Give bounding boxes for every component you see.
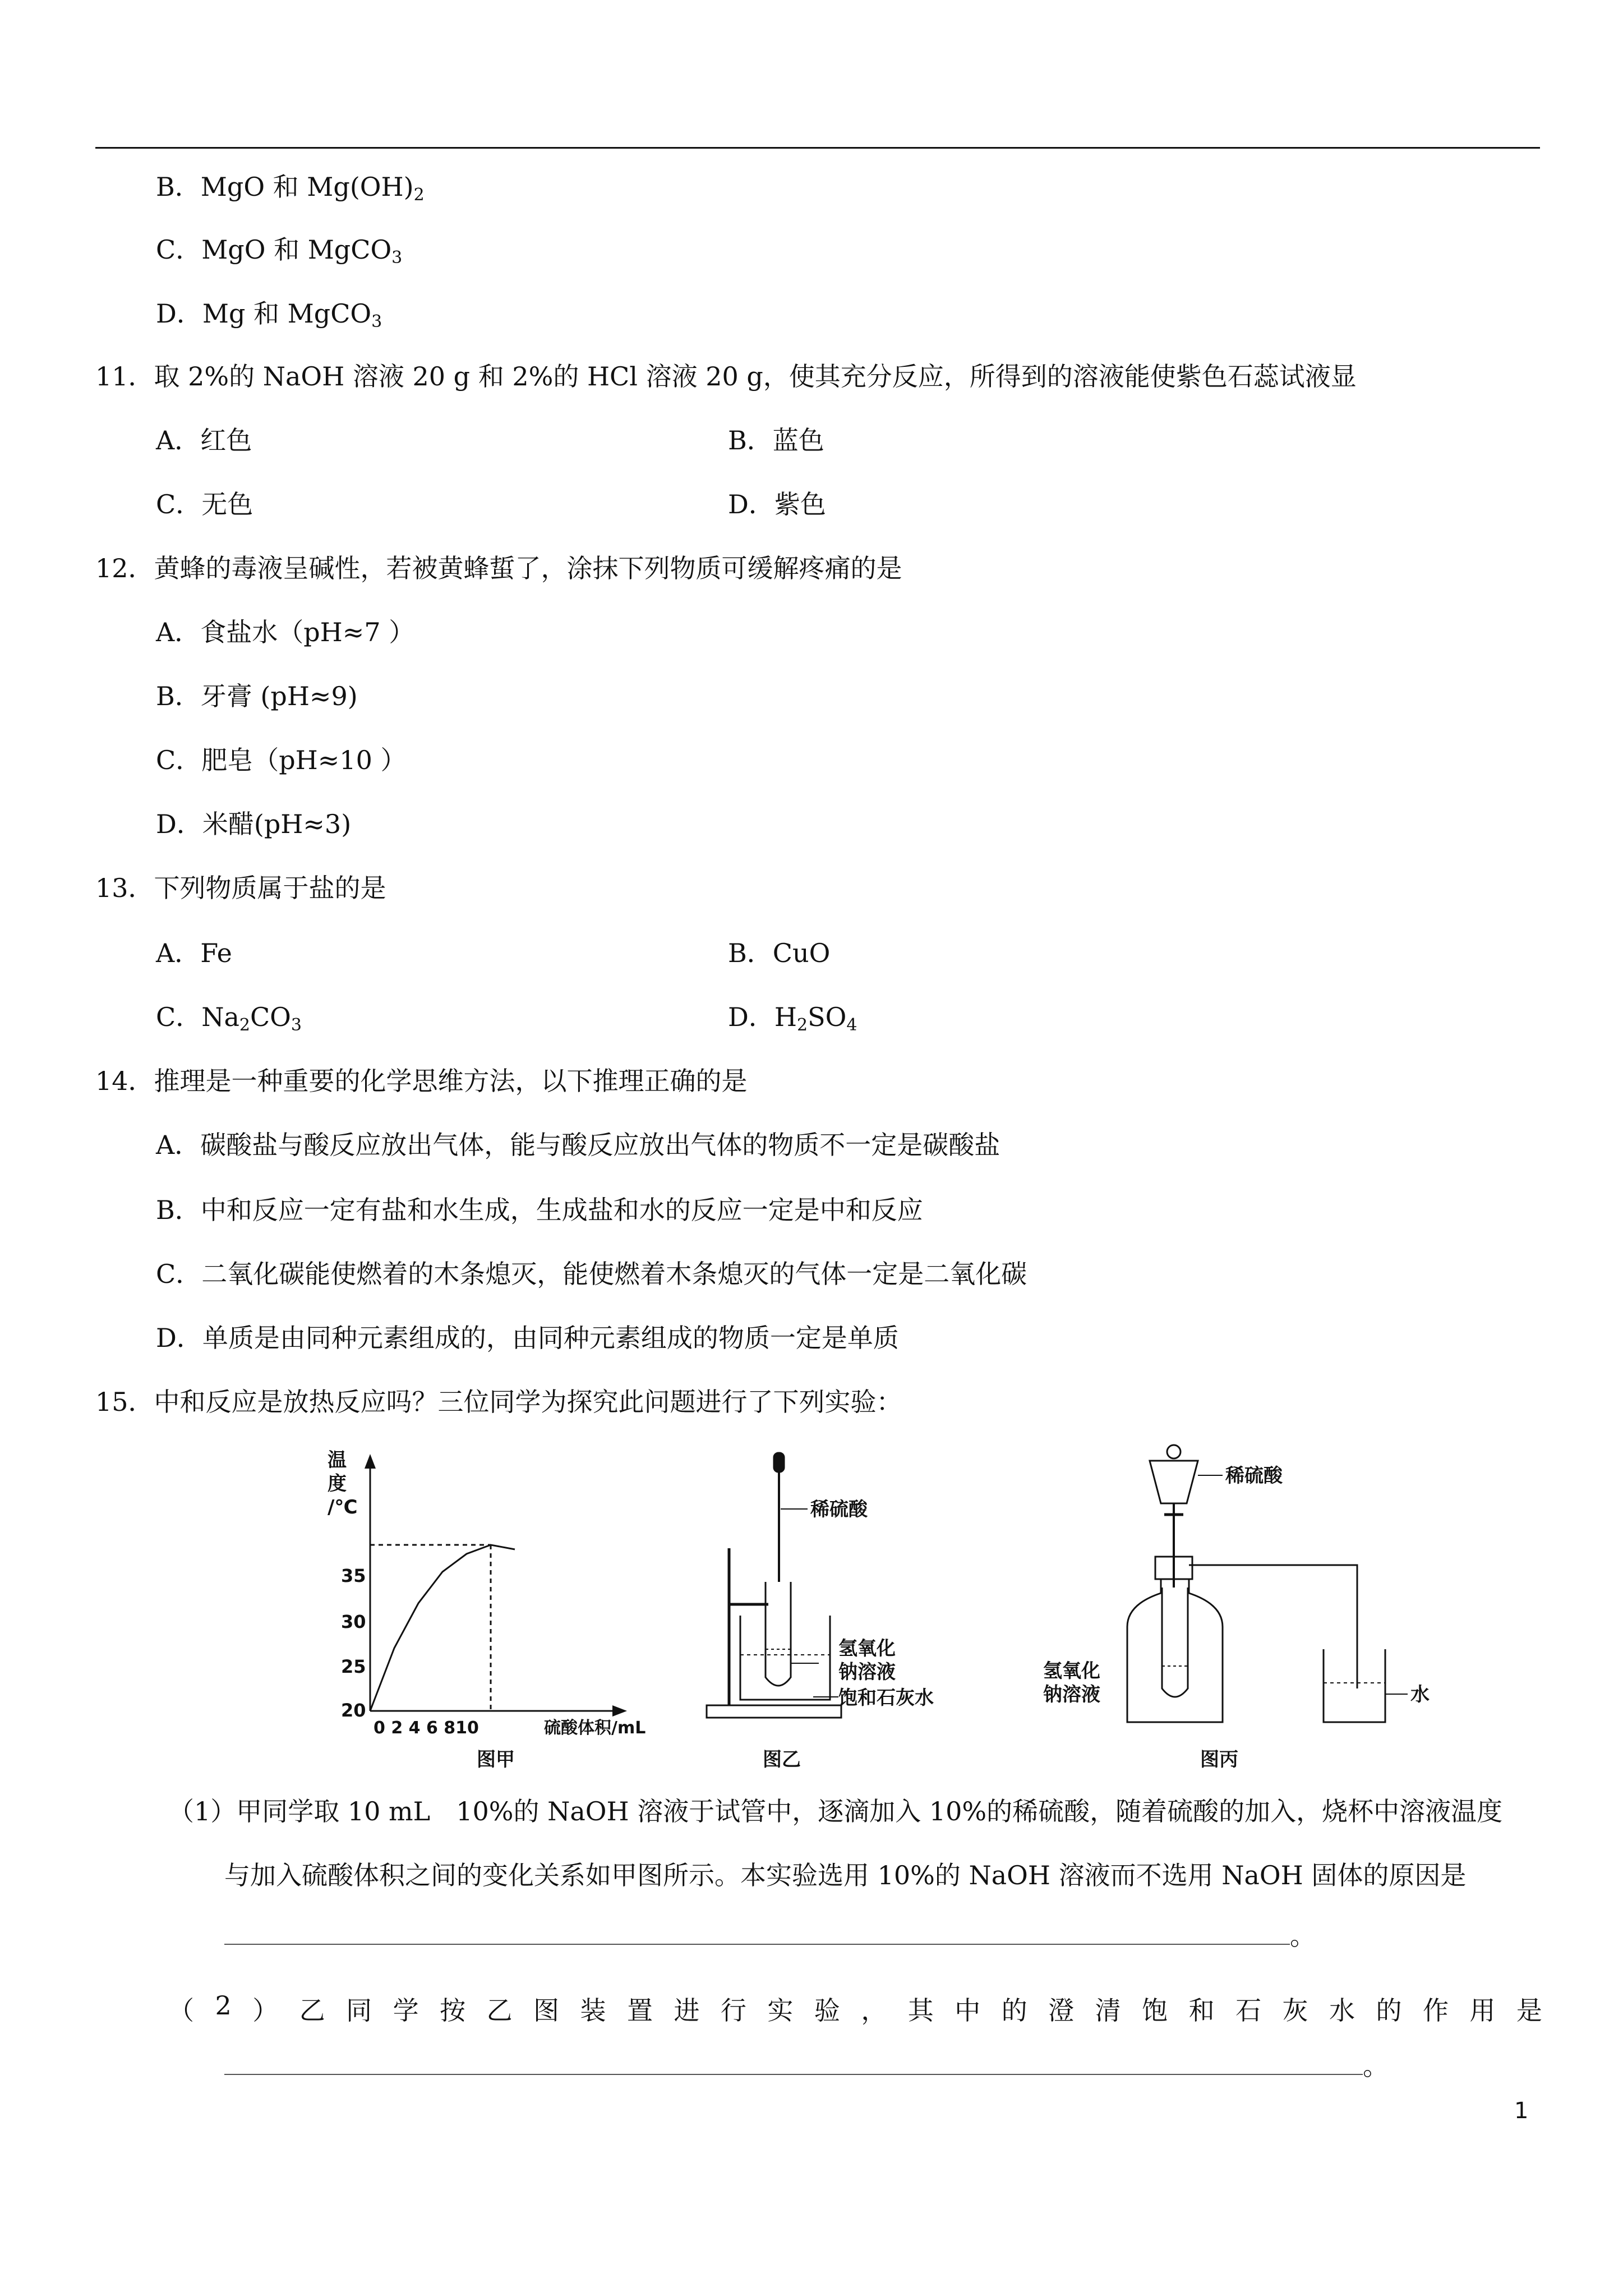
yi-beaker: [740, 1616, 830, 1700]
bing-caption: 图丙: [1200, 1749, 1238, 1771]
q15-part2-char: 中: [955, 1995, 981, 2026]
jia-ytick-35: 35: [341, 1565, 366, 1586]
q15-part2-char: 和: [1188, 1995, 1215, 2026]
bing-label-naoh-2: 钠溶液: [1043, 1683, 1100, 1706]
bing-inner-tube: [1162, 1588, 1188, 1697]
q15-part2-char: 石: [1235, 1995, 1262, 2026]
jia-ytick-20: 20: [341, 1700, 366, 1721]
q15-part2-char: 饱: [1142, 1995, 1168, 2026]
q13-option-d: D．$H_2SO_4$: [728, 1002, 857, 1035]
yi-label-acid: 稀硫酸: [810, 1498, 868, 1521]
q10-option-c: C．MgO 和 MgCO$_3$: [156, 234, 403, 268]
q15-part2-char: 行: [720, 1995, 746, 2026]
q15-part2-char: ，: [861, 1995, 887, 2026]
bing-beaker: [1324, 1649, 1385, 1722]
yi-test-tube: [766, 1582, 791, 1686]
jia-xticks: 0 2 4 6 810: [374, 1718, 479, 1738]
yi-caption: 图乙: [763, 1749, 801, 1771]
q15-part2-char: 的: [1376, 1995, 1402, 2026]
q13-option-a: A．Fe: [156, 938, 232, 968]
q15-part2-char: 水: [1329, 1995, 1355, 2026]
q14-option-b: B．中和反应一定有盐和水生成，生成盐和水的反应一定是中和反应: [156, 1195, 923, 1225]
q15-part2-char: 装: [580, 1995, 606, 2026]
answer-blank-1: [224, 1925, 1290, 1945]
q12-option-d: D．米醋(pH≈3): [156, 809, 352, 839]
jia-temperature-curve: [370, 1545, 515, 1711]
q15-part2-char: 用: [1469, 1995, 1496, 2026]
q15-part2-char: 验: [814, 1995, 840, 2026]
q15-part2-char: 进: [674, 1995, 700, 2026]
q12-stem: 12．黄蜂的毒液呈碱性，若被黄蜂蜇了，涂抹下列物质可缓解疼痛的是: [95, 553, 902, 583]
q13-option-b: B．CuO: [728, 938, 831, 968]
jia-x-arrow: [612, 1705, 627, 1717]
yi-label-lime: 饱和石灰水: [838, 1687, 934, 1709]
q15-part2-char: 乙: [299, 1995, 325, 2026]
q15-part1-line2: 与加入硫酸体积之间的变化关系如甲图所示。本实验选用 10%的 NaOH 溶液而不选用 NaOH 固体的原因是: [224, 1860, 1467, 1890]
jia-caption: 图甲: [477, 1749, 515, 1771]
bing-funnel-body: [1150, 1461, 1198, 1503]
bing-gas-tube: [1189, 1565, 1357, 1688]
q11-stem: 11．取 2%的 NaOH 溶液 20 g 和 2%的 HCl 溶液 20 g，使其充分反应，所得到的溶液能使紫色石蕊试液显: [95, 361, 1357, 392]
jia-xlabel: 硫酸体积/mL: [544, 1718, 646, 1738]
q15-part2-char: 同: [346, 1995, 372, 2026]
q15-part1-line1: （1）甲同学取 10 mL 10%的 NaOH 溶液于试管中，逐滴加入 10%的稀硫酸，随着硫酸的加入，烧杯中溶液温度: [168, 1796, 1503, 1826]
q10-option-d: D．Mg 和 MgCO$_3$: [156, 298, 382, 332]
q15-part2-char: 按: [440, 1995, 466, 2026]
q14-option-c: C．二氧化碳能使燃着的木条熄灭，能使燃着木条熄灭的气体一定是二氧化碳: [156, 1259, 1027, 1289]
bing-label-water: 水: [1410, 1683, 1430, 1706]
q15-part2-char: 置: [626, 1995, 653, 2026]
q15-part2-line: [168, 1990, 1542, 2027]
q14-stem: 14．推理是一种重要的化学思维方法，以下推理正确的是: [95, 1066, 748, 1096]
answer-blank-2: [224, 2055, 1363, 2075]
q11-option-b: B．蓝色: [728, 425, 824, 455]
header-rule: [95, 147, 1540, 149]
experiment-figure-svg: [314, 1442, 1458, 1778]
q15-part2-char: 2: [215, 1990, 232, 2021]
q14-option-a: A．碳酸盐与酸反应放出气体，能与酸反应放出气体的物质不一定是碳酸盐: [156, 1130, 1000, 1160]
q11-option-c: C．无色: [156, 489, 253, 519]
figure-jia: [365, 1454, 627, 1717]
q15-part1-answer: 。: [224, 1923, 1316, 1949]
q15-part2-char: 的: [1001, 1995, 1027, 2026]
page-number: 1: [1514, 2098, 1529, 2124]
yi-label-naoh-2: 钠溶液: [838, 1661, 896, 1683]
q15-part2-char: 是: [1516, 1995, 1542, 2026]
yi-dropper-bulb: [774, 1453, 784, 1472]
q15-part2-char: 灰: [1282, 1995, 1308, 2026]
jia-ylabel-3: /℃: [328, 1496, 358, 1519]
experiment-figure: [314, 1442, 1458, 1780]
q15-part2-char: 清: [1095, 1995, 1121, 2026]
yi-label-naoh-1: 氢氧化: [838, 1637, 896, 1660]
q15-part2-char: 实: [767, 1995, 794, 2026]
jia-ylabel-2: 度: [328, 1473, 347, 1495]
q15-part2-char: 澄: [1048, 1995, 1075, 2026]
bing-flask: [1127, 1579, 1223, 1722]
q15-part2-char: 作: [1422, 1995, 1449, 2026]
jia-ylabel-1: 温: [328, 1449, 347, 1471]
q13-stem: 13．下列物质属于盐的是: [95, 873, 386, 903]
jia-y-arrow: [365, 1454, 376, 1469]
q15-part2-char: 乙: [486, 1995, 513, 2026]
bing-label-naoh-1: 氢氧化: [1043, 1660, 1100, 1682]
q15-part2-char: 图: [533, 1995, 560, 2026]
jia-ytick-25: 25: [341, 1656, 366, 1677]
q11-option-d: D．紫色: [728, 489, 826, 519]
bing-funnel-stopper: [1167, 1445, 1181, 1458]
q15-stem: 15．中和反应是放热反应吗？三位同学为探究此问题进行了下列实验：: [95, 1387, 902, 1417]
q11-option-a: A．红色: [156, 425, 252, 455]
q14-option-d: D．单质是由同种元素组成的，由同种元素组成的物质一定是单质: [156, 1323, 899, 1353]
q12-option-a: A．食盐水（pH≈7 ）: [156, 617, 415, 647]
q13-option-c: C．$Na_2CO_3$: [156, 1002, 302, 1035]
q10-option-b: B．MgO 和 $Mg(OH)_2$: [156, 172, 425, 205]
q15-part2-answer: 。: [224, 2053, 1389, 2079]
q12-option-c: C．肥皂（pH≈10 ）: [156, 745, 407, 775]
yi-stand-base: [707, 1705, 841, 1718]
q15-part2-char: 其: [907, 1995, 934, 2026]
bing-label-acid: 稀硫酸: [1225, 1465, 1283, 1487]
q15-part2-char: （: [168, 1995, 194, 2026]
q12-option-b: B．牙膏 (pH≈9): [156, 681, 358, 711]
q15-part2-char: ）: [252, 1995, 279, 2026]
q15-part2-char: 学: [393, 1995, 419, 2026]
jia-ytick-30: 30: [341, 1611, 366, 1632]
figure-yi: [707, 1453, 841, 1718]
